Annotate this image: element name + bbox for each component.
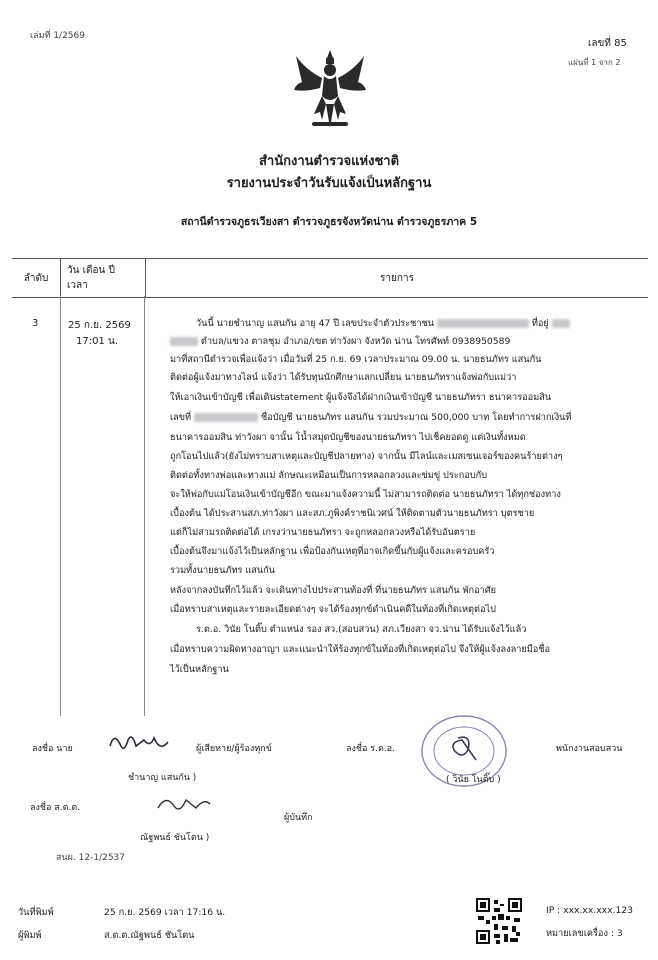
officer-name: ( วินัย โนติ๊บ ) [446, 775, 501, 785]
recorder-signature [154, 792, 214, 818]
qr-code [476, 898, 522, 944]
victim-role: ผู้เสียหาย/ผู้ร้องทุกข์ [196, 744, 272, 754]
detail-line-4: ติดต่อผู้แจ้งมาทางไลน์ แจ้งว่า ได้รับทุนนักศึกษาแลกเปลี่ยน นายธนภัทราแจ้งพ่อกับแม่ว่า [170, 372, 517, 383]
detail-text-2: ตำบล/แขวง ตาลชุม อำเภอ/เขต ท่าวังผา จังหวัด น่าน โทรศัพท์ 0938950589 [200, 336, 511, 347]
station-name: สถานีตำรวจภูธรเวียงสา ตำรวจภูธรจังหวัดน่าน ตำรวจภูธรภาค 5 [180, 216, 478, 228]
sign-label-recorder: ลงชื่อ ส.ต.ต. [30, 803, 81, 813]
detail-line-11: จะให้พ่อกับแม่โอนเงินเข้าบัญชีอีก ขณะมาแจ้งความนี้ ไม่สามารถติดต่อ นายธนภัทรา ได้ทุกช่องทาง [170, 489, 561, 500]
agency-name: สำนักงานตำรวจแห่งชาติ [258, 154, 400, 169]
detail-line-15: รวมทั้งนายธนภัทร แสนกัน [170, 565, 276, 576]
detail-text-acct: เลขที่ [170, 412, 192, 423]
detail-text-1: วันนี้ นายชำนาญ แสนกัน อายุ 47 ปี เลขประจำตัวประชาชน [196, 318, 434, 329]
garuda-emblem [292, 48, 368, 132]
sign-label-officer: ลงชื่อ ร.ต.อ. [346, 744, 395, 754]
detail-text-7: ชื่อบัญชี นายธนภัทร แสนกัน รวมประมาณ 500,000 บาท โดยทำการฝากเงินที่ [260, 412, 572, 423]
print-date-label: วันที่พิมพ์ [18, 907, 54, 918]
detail-line-6 [170, 412, 571, 424]
book-number: เล่มที่ 1/2569 [30, 31, 85, 41]
col-date [61, 259, 146, 298]
sign-label-victim: ลงชื่อ นาย [32, 744, 73, 754]
redacted-account [194, 413, 258, 422]
report-table [12, 258, 648, 298]
victim-name: ชำนาญ แสนกัน ) [128, 773, 197, 783]
report-title: รายงานประจำวันรับแจ้งเป็นหลักฐาน [226, 176, 432, 191]
page-number: เลขที่ 85 [588, 38, 627, 49]
detail-line-13: แต่ก็ไม่สามรถติดต่อได้ เกรงว่านายธนภัทรา จะถูกหลอกลวงหรือได้รับอันตราย [170, 527, 476, 538]
detail-line-12: เบื้องต้น ได้ประสานสภ.ท่าวังผา และสภ.ภูพิงค์ราชนิเวศน์ ให้ติดตามตัวนายธนภัทรา บุตรชาย [170, 508, 535, 519]
ip-address: IP : xxx.xx.xxx.123 [546, 905, 633, 916]
detail-line-5: ให้เอาเงินเข้าบัญชี เพื่อเดินstatement ผู้แจ้งจึงได้ฝากเงินเข้าบัญชี นายธนภัทรา ธนาคารออมสิน [170, 392, 552, 403]
detail-line-20: ไว้เป็นหลักฐาน [170, 664, 229, 675]
row-date: 25 ก.ย. 2569 [68, 320, 131, 331]
detail-line-18: ร.ต.อ. วินัย โนติ๊บ ตำแหน่ง รอง สว.(สอบสวน) สภ.เวียงสา จว.น่าน ได้รับแจ้งไว้แล้ว [196, 624, 527, 635]
form-code: สนผ. 12-1/2537 [56, 853, 126, 863]
officer-role: พนักงานสอบสวน [556, 744, 623, 754]
col-divider-1 [60, 296, 61, 716]
col-date-line1: วัน เดือน ปี [67, 265, 115, 276]
row-seq: 3 [32, 318, 39, 329]
col-seq: ลำดับ [12, 259, 61, 298]
detail-line-17: เมื่อทราบสาเหตุและรายละเอียดต่างๆ จะได้ร้องทุกข์ดำเนินคดีในท้องที่เกิดเหตุต่อไป [170, 604, 496, 615]
printer-label: ผู้พิมพ์ [18, 930, 42, 941]
detail-line-14: เบื้องต้นจึงมาแจ้งไว้เป็นหลักฐาน เพื่อป้องกันเหตุที่อาจเกิดขึ้นกับผู้แจ้งและครอบครัว [170, 546, 495, 557]
redacted-address [552, 319, 570, 328]
print-date-value: 25 ก.ย. 2569 เวลา 17:16 น. [104, 907, 226, 918]
detail-line-8: ธนาคารออมสิน ท่าวังผา จานั้น โน้ำสมุดบัญชีของนายธนภัทรา ไปเช็คยอดดู แต่เงินทั้งหมด [170, 432, 526, 443]
machine-number: หมายเลขเครื่อง : 3 [546, 928, 623, 939]
recorder-role: ผู้บันทึก [284, 813, 313, 823]
col-detail: รายการ [146, 259, 649, 298]
detail-line-2 [170, 336, 510, 348]
col-divider-2 [144, 296, 145, 716]
detail-line-3: มาที่สถานีตำรวจเพื่อแจ้งว่า เมื่อวันที่ 25 ก.ย. 69 เวลาประมาณ 09.00 น. นายธนภัทร แสนกัน [170, 354, 542, 365]
row-time: 17:01 น. [76, 336, 119, 347]
detail-line-9: ถูกโอนไปแล้ว(ยังไม่ทราบสาเหตุและบัญชีปลายทาง) จากนั้น มีไลน์และเมสเซนเจอร์ของคนร้ายต่างๆ [170, 451, 563, 462]
page-sub: แผ่นที่ 1 จาก 2 [568, 58, 621, 67]
detail-line-19: เมื่อทราบความผิดทางอาญา และแนะนำให้ร้องทุกข์ในท้องที่เกิดเหตุต่อไป จึงให้ผู้แจ้งลงลายมือชื่อ [170, 644, 551, 655]
printer-value: ส.ต.ต.ณัฐพนธ์ ชันโตน [104, 930, 195, 941]
detail-line-16: หลังจากลงบันทึกไว้แล้ว จะเดินทางไปประสานท้องที่ ที่นายธนภัทร แสนกัน พักอาศัย [170, 585, 496, 596]
redacted-village [170, 337, 198, 346]
detail-text-address: ที่อยู่ [531, 318, 549, 329]
detail-line-1 [196, 318, 570, 330]
detail-line-10: ติดต่อทั้งทางพ่อและทางแม่ ลักษณะเหมือนเป็นการหลอกลวงและข่มขู่ ประกอบกับ [170, 470, 488, 481]
recorder-name: ณัฐพนธ์ ชันโตน ) [140, 833, 210, 843]
col-date-line2: เวลา [67, 280, 88, 291]
victim-signature [104, 728, 176, 758]
redacted-id [437, 319, 529, 328]
